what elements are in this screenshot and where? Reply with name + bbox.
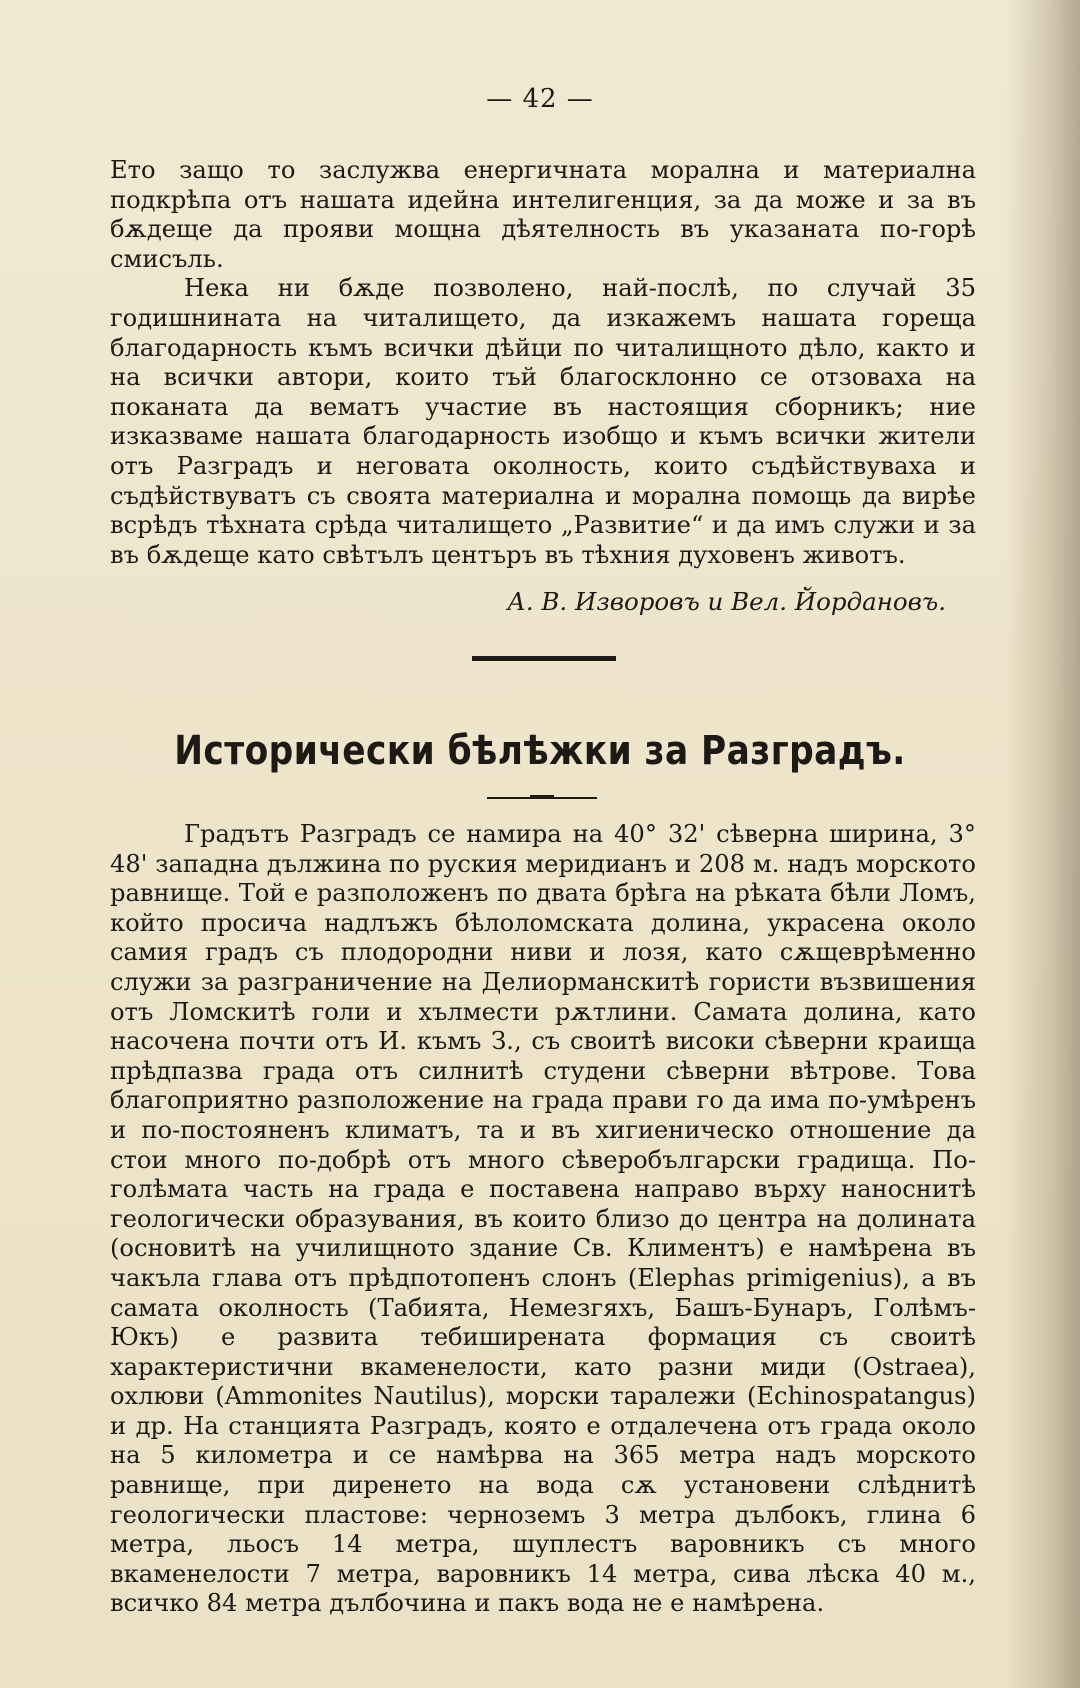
intro-paragraph-1: Ето защо то заслужва енергичната морална и материална подкрѣпа отъ нашата идейна интелигенция, за да може и за въ бѫдеще да прояви мощна дѣятелность въ указаната по-горѣ смисъль. [110, 156, 976, 273]
section-divider [472, 656, 616, 661]
history-text [110, 820, 976, 1619]
intro-text [110, 156, 976, 570]
authors-signature: А. В. Изворовъ и Вел. Йордановъ. [507, 587, 946, 616]
history-paragraph-1: Градътъ Разградъ се намира на 40° 32' сѣверна ширина, 3° 48' западна дължина по руския меридианъ и 208 м. надъ морското равнище. Той е разположенъ по двата брѣга на рѣката бѣли Ломъ, който просича надлъжъ бѣлоломската долина, украсена около самия градъ съ плодородни ниви и лозя, като сѫщеврѣменно служи за разграничение на Делиорманскитѣ гористи възвишения отъ Ломскитѣ голи и хълмести рѫтлини. Самата долина, като насочена почти отъ И. къмъ З., съ своитѣ високи сѣверни краища прѣдпазва града отъ силнитѣ студени сѣверни вѣтрове. Това благоприятно разположение на града прави го да има по-умѣренъ и по-постояненъ климатъ, та и въ хигиеническо отношение да стои много по-добрѣ отъ много сѣверобългарски градища. По-голѣмата часть на града е поставена направо върху наноснитѣ геологически образувания, въ които близо до центра на долината (основитѣ на училищното здание Св. Климентъ) е намѣрена въ чакъла глава отъ прѣдпотопенъ слонъ (Elephas primigenius), а въ самата околность (Табията, Немезгяхъ, Башъ-Бунаръ, Голѣмъ-Юкъ) е развита тебиширената формация съ своитѣ характеристични вкаменелости, като разни миди (Ostraea), охлюви (Ammonites Nautilus), морски таралежи (Echinospatangus) и др. На станцията Разградъ, която е отдалечена отъ града около на 5 километра и се намѣрва на 365 метра надъ морското равнище, при диренето на вода сѫ установени слѣднитѣ геологически пластове: черноземъ 3 метра дълбокъ, глина 6 метра, льосъ 14 метра, шуплестъ варовникъ съ много вкаменелости 7 метра, варовникъ 14 метра, сива лѣска 40 м., всичко 84 метра дълбочина и пакъ вода не е намѣрена. [110, 820, 976, 1618]
title-underline-center [530, 795, 554, 799]
section-title: Исторически бѣлѣжки за Разградъ. [174, 728, 906, 774]
page-number: — 42 — [486, 84, 594, 114]
intro-paragraph-2: Нека ни бѫде позволено, най-послѣ, по случай 35 годишнината на читалището, да изкажемъ нашата гореща благодарность къмъ всички дѣйци по читалищното дѣло, както и на всички автори, които тъй благосклонно се отзоваха на поканата да вематъ участие въ настоящия сборникъ; ние изказваме нашата благодарность изобщо и къмъ всички жители отъ Разградъ и неговата околность, които съдѣйствуваха и съдѣйствуватъ съ своята материална и морална помощь да вирѣе всрѣдъ тѣхната срѣда читалището „Развитие“ и да имъ служи и за въ бѫдеще като свѣтълъ центъръ въ тѣхния духовенъ животъ. [110, 274, 976, 569]
